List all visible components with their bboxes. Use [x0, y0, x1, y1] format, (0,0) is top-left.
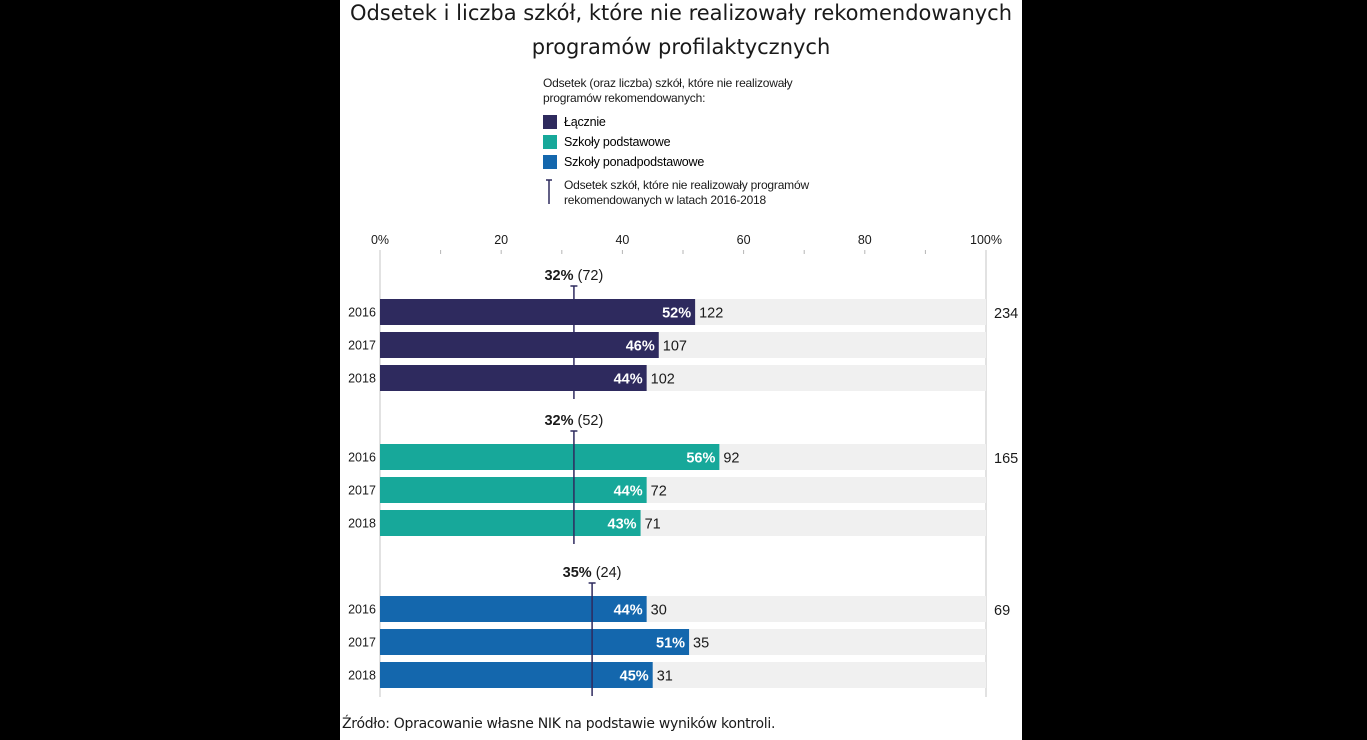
group-1-count-label-2018: 102 — [650, 371, 675, 388]
group-2-average-label — [544, 413, 603, 429]
group-3-count-label-2016: 30 — [650, 602, 667, 619]
chart-title-line-1: Odsetek i liczba szkół, które nie realizowały rekomendowanych — [349, 1, 1013, 25]
group-1-bar-2016 — [380, 299, 695, 325]
group-1-year-label-2018: 2018 — [348, 371, 376, 386]
group-1-year-label-2016: 2016 — [348, 305, 376, 320]
x-tick-label-4: 80 — [857, 233, 872, 247]
group-3-count-label-2018: 31 — [656, 668, 673, 685]
group-1-pct-label-2018: 44% — [613, 371, 643, 388]
group-1-total-label: 234 — [994, 306, 1019, 322]
group-2-bar-2018 — [380, 510, 641, 536]
group-3-pct-label-2016: 44% — [613, 602, 643, 619]
bar-chart — [340, 0, 1022, 712]
group-3-average-count: (24) — [591, 565, 622, 581]
group-2-count-label-2017: 72 — [650, 483, 667, 500]
group-2-pct-label-2016: 56% — [686, 450, 716, 467]
group-3-count-label-2017: 35 — [693, 635, 710, 652]
legend-label-secondary: Szkoły ponadpodstawowe — [564, 155, 705, 169]
x-tick-label-2: 40 — [615, 233, 630, 247]
group-2-total-label: 165 — [994, 451, 1019, 467]
group-3-year-label-2016: 2016 — [348, 602, 376, 617]
group-2-pct-label-2017: 44% — [613, 483, 643, 500]
group-1-pct-label-2017: 46% — [625, 338, 655, 355]
legend-heading: Odsetek (oraz liczba) szkół, które nie realizowały programów rekomendowanych: — [543, 76, 793, 105]
group-2-year-label-2016: 2016 — [348, 450, 376, 465]
group-3-pct-label-2017: 51% — [656, 635, 686, 652]
legend-label-primary: Szkoły podstawowe — [564, 135, 671, 149]
x-tick-label-1: 20 — [494, 233, 509, 247]
group-3-bar-2018 — [380, 662, 653, 688]
group-2-average-pct: 32% — [544, 413, 574, 429]
group-2-count-label-2016: 92 — [723, 450, 740, 467]
group-1-average-label — [544, 268, 603, 284]
group-1-pct-label-2016: 52% — [662, 305, 692, 322]
legend-marker-label: Odsetek szkół, które nie realizowały programów rekomendowanych w latach 2016-2018 — [564, 178, 809, 207]
group-1-year-label-2017: 2017 — [348, 338, 376, 353]
group-3-average-label — [563, 565, 622, 581]
x-tick-label-3: 60 — [736, 233, 751, 247]
x-tick-label-5: 100% — [970, 233, 1002, 247]
chart-title-line-2: programów profilaktycznych — [531, 35, 831, 59]
group-2-bar-2016 — [380, 444, 719, 470]
group-3-year-label-2017: 2017 — [348, 635, 376, 650]
group-3-total-label: 69 — [994, 603, 1011, 619]
group-3-bar-2016 — [380, 596, 647, 622]
group-3-year-label-2018: 2018 — [348, 668, 376, 683]
group-1-count-label-2017: 107 — [662, 338, 687, 355]
group-2-pct-label-2018: 43% — [607, 516, 637, 533]
group-1-count-label-2016: 122 — [699, 305, 724, 322]
source-note: Źródło: Opracowanie własne NIK na podstawie wyników kontroli. — [342, 716, 776, 732]
legend-label-total: Łącznie — [564, 115, 606, 129]
group-1-average-pct: 32% — [544, 268, 574, 284]
group-3-pct-label-2018: 45% — [619, 668, 649, 685]
group-3-average-pct: 35% — [562, 565, 592, 581]
x-tick-label-0: 0% — [370, 233, 390, 247]
group-2-bar-2017 — [380, 477, 647, 503]
chart-panel — [340, 0, 1022, 740]
group-2-count-label-2018: 71 — [644, 516, 661, 533]
group-1-bar-2017 — [380, 332, 659, 358]
group-1-average-count: (72) — [573, 268, 604, 284]
group-2-year-label-2017: 2017 — [348, 483, 376, 498]
group-3-bar-2017 — [380, 629, 689, 655]
group-1-bar-2018 — [380, 365, 647, 391]
group-2-year-label-2018: 2018 — [348, 516, 376, 531]
group-2-average-count: (52) — [573, 413, 604, 429]
